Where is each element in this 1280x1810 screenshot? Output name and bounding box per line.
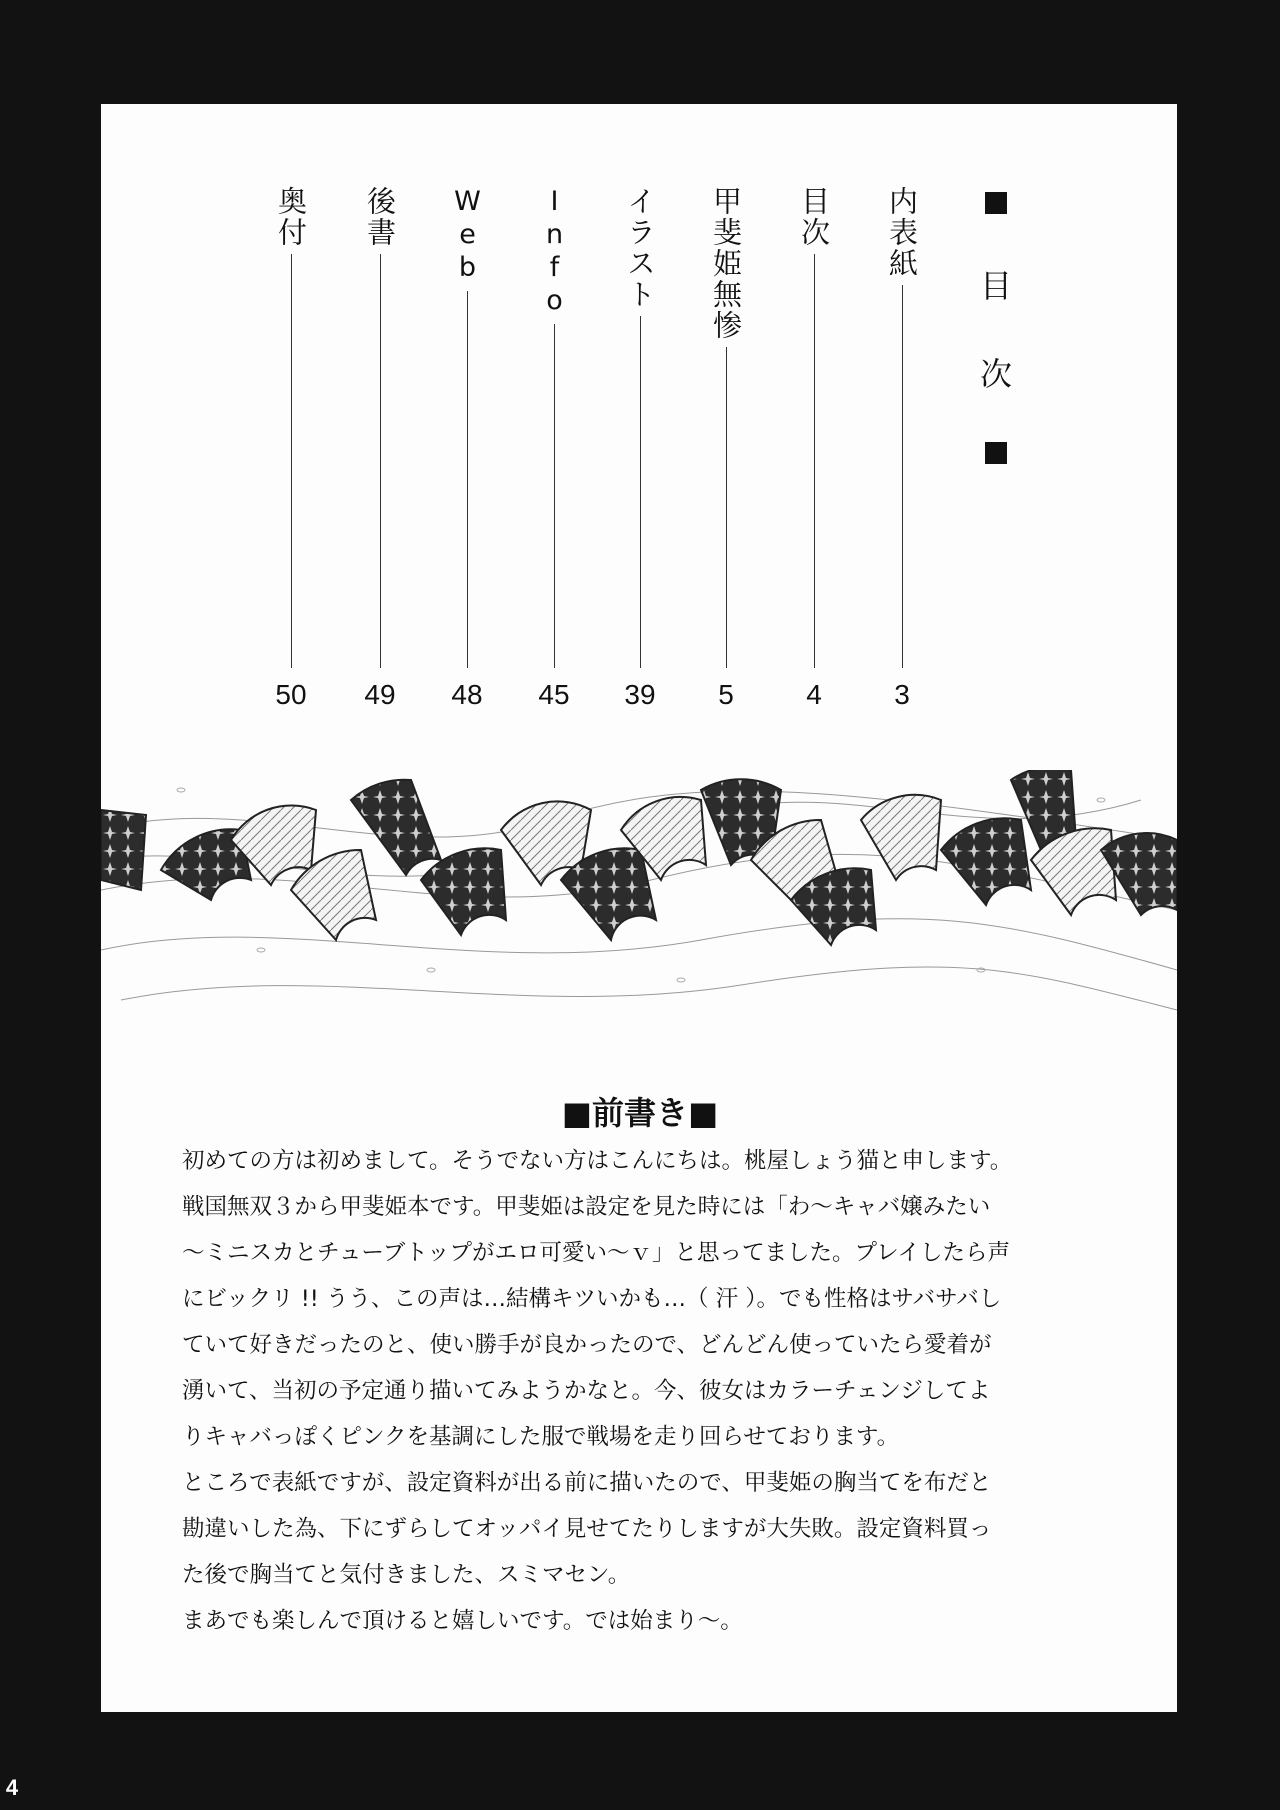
toc-leader-line <box>380 254 381 668</box>
foreword-line: た後で胸当てと気付きました、スミマセン。 <box>182 1562 631 1588</box>
toc-entry-page: 3 <box>894 679 910 710</box>
foreword-body <box>182 1138 1112 1644</box>
foreword-line: ～ミニスカとチューブトップがエロ可愛い～ｖ」と思ってました。プレイしたら声 <box>182 1240 1011 1266</box>
foreword-line: 勘違いした為、下にずらしてオッパイ見せてたりしますが大失敗。設定資料買っ <box>182 1516 992 1542</box>
toc-leader-line <box>640 316 641 668</box>
foreword-line: ところで表紙ですが、設定資料が出る前に描いたので、甲斐姫の胸当てを布だと <box>182 1470 992 1496</box>
foreword-line: りキャバっぽくピンクを基調にした服で戦場を走り回らせております。 <box>182 1424 900 1450</box>
foreword-line: 湧いて、当初の予定通り描いてみようかなと。今、彼女はカラーチェンジしてよ <box>182 1378 991 1404</box>
foreword-line: ていて好きだったのと、使い勝手が良かったので、どんどん使っていたら愛着が <box>182 1332 992 1358</box>
toc-entry <box>878 186 926 712</box>
toc-entry <box>702 186 750 712</box>
foreword-line: にビックリ !! うう、この声は…結構キツいかも…（ 汗 ）。でも性格はサバサバし <box>182 1286 1002 1312</box>
toc-leader-line <box>814 254 815 668</box>
black-square-icon <box>985 192 1007 214</box>
toc-entry-title: 内表紙 <box>885 186 919 279</box>
toc-entry-title: 甲斐姫無惨 <box>709 186 743 341</box>
toc-entry <box>443 186 491 712</box>
foreword-line: まあでも楽しんで頂けると嬉しいです。では始まり～。 <box>182 1608 743 1634</box>
toc-entry-page: 49 <box>364 679 396 710</box>
toc-leader-line <box>467 291 468 668</box>
toc-entry <box>267 186 315 712</box>
toc-leader-line <box>291 254 292 668</box>
toc-entry-title: 後書 <box>363 186 397 248</box>
foreword-title: ■前書き■ <box>561 1094 719 1132</box>
toc-entry <box>790 186 838 712</box>
toc-entry-title: 目次 <box>797 186 831 248</box>
toc-entry-title: イラスト <box>623 186 657 310</box>
folding-fan-banner <box>101 770 1177 1050</box>
toc-entry-page: 4 <box>806 679 822 710</box>
toc-entry-page: 50 <box>275 679 307 710</box>
toc-entry <box>356 186 404 712</box>
toc-entry-title: 奥付 <box>274 186 308 248</box>
foreword-line: 初めての方は初めまして。そうでない方はこんにちは。桃屋しょう猫と申します。 <box>182 1148 1013 1174</box>
toc-entry <box>530 186 578 712</box>
toc-leader-line <box>726 347 727 668</box>
toc-entry-page: 5 <box>718 679 734 710</box>
toc-entry-title: Web <box>452 186 483 285</box>
black-square-icon <box>985 442 1007 464</box>
toc-heading-char: 次 <box>979 355 1012 393</box>
toc-heading-char: 目 <box>979 267 1012 305</box>
toc-leader-line <box>902 285 903 668</box>
toc-entry <box>616 186 664 712</box>
toc-heading <box>976 192 1016 464</box>
toc-entry-page: 39 <box>624 679 656 710</box>
page-number: 4 <box>5 1775 19 1800</box>
toc-entry-page: 45 <box>538 679 570 710</box>
toc-entry-title: Info <box>539 186 570 318</box>
foreword-line: 戦国無双３から甲斐姫本です。甲斐姫は設定を見た時には「わ～キャバ嬢みたい <box>182 1194 991 1220</box>
toc-entry-page: 48 <box>451 679 483 710</box>
toc-leader-line <box>554 324 555 668</box>
